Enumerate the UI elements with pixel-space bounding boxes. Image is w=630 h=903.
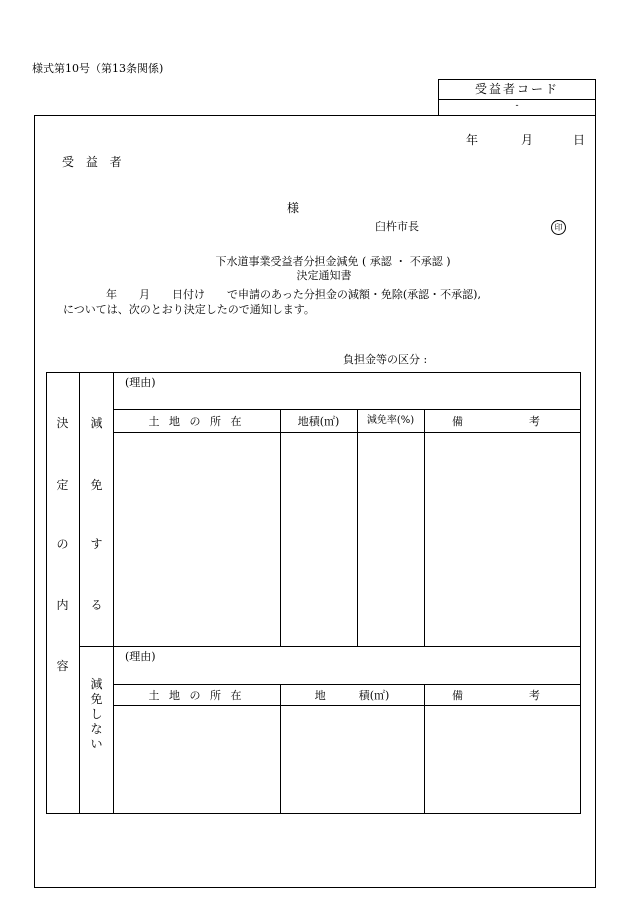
reject-reason-label: (理由)	[125, 650, 156, 663]
approve-col-remarks: 備 考	[452, 415, 540, 428]
form-number: 様式第10号（第13条関係)	[32, 62, 164, 75]
notice-title: 下水道事業受益者分担金減免 ( 承認 ・ 不承認 )	[215, 255, 451, 268]
side-label-char: 容	[56, 659, 69, 673]
approve-reason-label: (理由)	[125, 376, 156, 389]
reject-col-area: 地 積(㎡)	[314, 689, 390, 702]
reject-col-location: 土 地 の 所 在	[148, 689, 245, 702]
side-label-char: 定	[56, 478, 69, 492]
approve-col-rate: 減免率(%)	[366, 415, 415, 426]
code-box-value: -	[515, 101, 519, 111]
approve-label-column	[80, 372, 113, 646]
reject-label-char: い	[90, 737, 103, 751]
reject-col-remarks: 備 考	[452, 689, 540, 702]
reject-label-char: な	[90, 722, 103, 736]
issuer: 臼杵市長	[375, 220, 419, 233]
approve-label-char: る	[90, 598, 103, 612]
body-line-2: については、次のとおり決定したので通知します。	[63, 303, 315, 316]
code-box	[438, 79, 596, 116]
reject-label-char: し	[90, 707, 103, 721]
honorific: 様	[287, 201, 300, 215]
notice-subtitle: 決定通知書	[296, 269, 352, 282]
beneficiary-label: 受 益 者	[62, 155, 126, 169]
approve-label-char: 免	[90, 478, 103, 492]
code-box-label: 受益者コード	[474, 82, 559, 96]
reject-label-column	[80, 647, 113, 814]
date-year: 年	[466, 133, 479, 147]
side-label-char: 内	[56, 598, 69, 612]
approve-label-char: 減	[90, 416, 103, 430]
reject-label-char: 減	[90, 677, 103, 691]
seal-mark: 印	[551, 220, 566, 235]
approve-label-char: す	[90, 537, 103, 551]
side-label-char: の	[56, 537, 69, 551]
side-label-column	[46, 372, 79, 814]
body-line-1: 年 月 日付け で申請のあった分担金の減額・免除(承認・不承認),	[106, 288, 481, 301]
reject-label-char: 免	[90, 692, 103, 706]
approve-col-area: 地積(㎡)	[297, 415, 340, 428]
category-label: 負担金等の区分 :	[343, 353, 428, 366]
side-label-char: 決	[56, 416, 69, 430]
approve-col-location: 土 地 の 所 在	[148, 415, 245, 428]
date-month: 月	[521, 133, 534, 147]
date-day: 日	[573, 133, 586, 147]
